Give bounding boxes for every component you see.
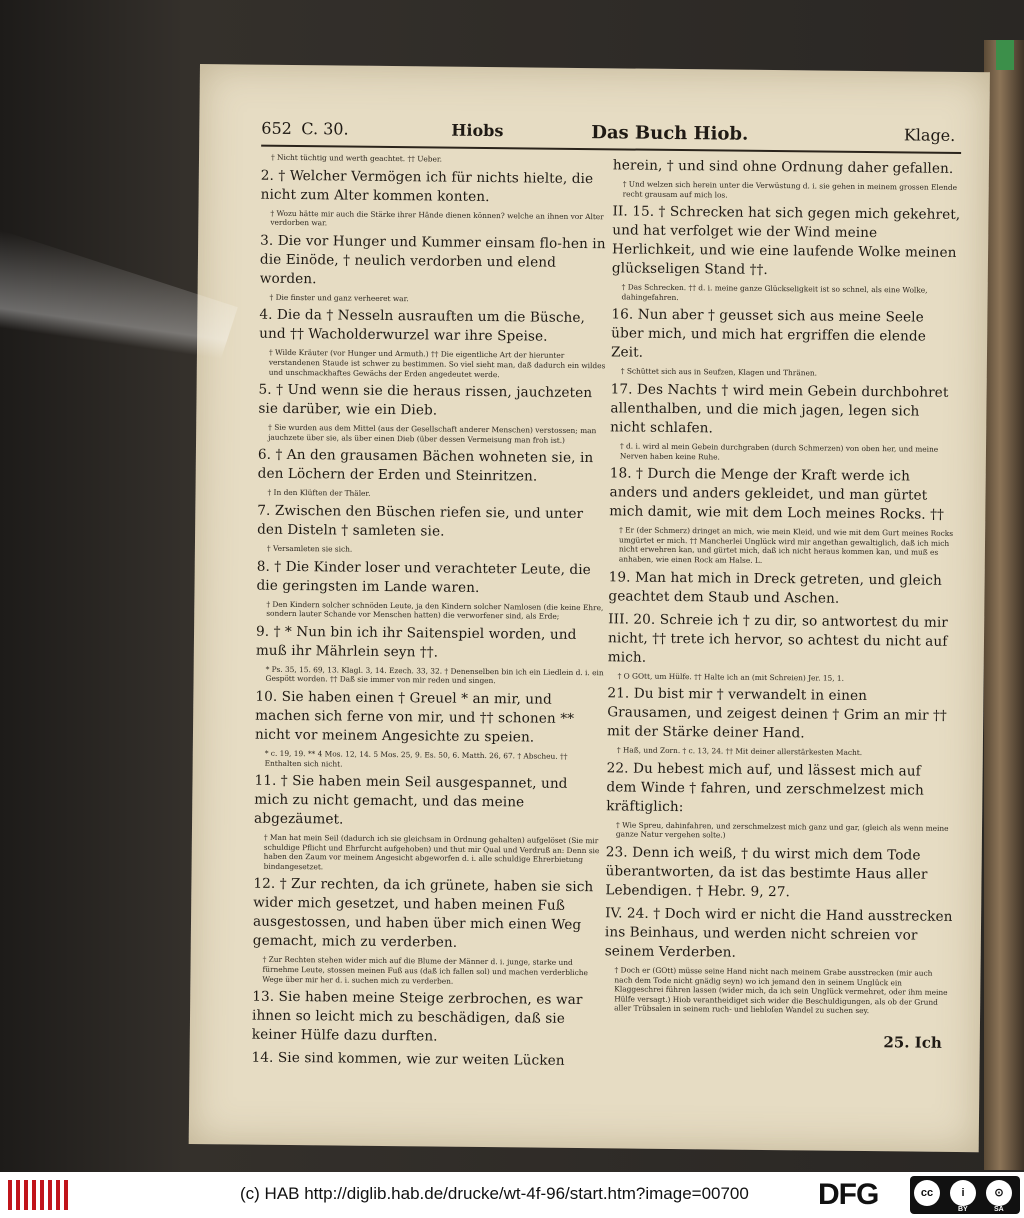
verse-paragraph: II. 15. † Schrecken hat sich gegen mich gekehret, und hat verfolget wie der Wind meine Herlichkeit, und wie eine laufende Wolke meinen glückseligen Stand ††.	[611, 203, 961, 279]
left-text-column	[251, 153, 609, 1076]
catchword: 25. Ich	[883, 1033, 942, 1052]
hab-logo-icon	[8, 1180, 68, 1210]
footnote: † Doch er (GOtt) müsse seine Hand nicht nach meinem Grabe ausstrecken (mir auch nach dem Tode nicht gnädig seyn) wo ich jemand den in seinem Unglück ein Klaggeschrei führen lassen (wider mich, da ich sein Unglück vermehret, oder ihm meine Hülfe versagt.) Hiob verantheidiget sich wider die Beschuldigungen, als ob der Grund aller Trübsalen in seinem ruch- und liebloſen Wandel zu suchen sey.	[614, 965, 948, 1016]
footnote: * Ps. 35, 15. 69, 13. Klagl. 3, 14. Ezech. 33, 32. † Denenselben bin ich ein Liedlein d. i. ein Gespött worden. †† Daß sie immer von mir reden und singen.	[265, 664, 604, 686]
verse-paragraph: III. 20. Schreie ich † zu dir, so antwortest du mir nicht, †† trete ich hervor, so achtest du nicht auf mich.	[607, 610, 949, 666]
bookmark-ribbon	[996, 40, 1014, 70]
verse-paragraph: 12. † Zur rechten, da ich grünete, haben sie sich wider mich gesetzet, und haben meinen Fuß ausgestossen, und haben über mich einen Weg gemacht, mich zu verderben.	[252, 876, 594, 952]
verse-paragraph: 8. † Die Kinder loser und verachteter Leute, die die geringsten im Lande waren.	[256, 558, 591, 596]
footnote: † Und welzen sich herein unter die Verwüstung d. i. sie gehen in meinem grossen Elende recht grausam auf mich los.	[622, 179, 958, 200]
copyright-link[interactable]: (c) HAB http://diglib.hab.de/drucke/wt-4f-96/start.htm?image=00700	[240, 1184, 749, 1203]
right-text-column	[604, 156, 961, 1020]
footnote: † Er (der Schmerz) dringet an mich, wie mein Kleid, und wie mit dem Gurt meines Rocks umgürtet er mich. †† Mancherlei Unglück wird mir angethan gewaltiglich, daß ich mich nicht erwehren kan, und gürtet mich, daß ich nicht heraus kommen kan, und muß es anhaben, wie einen Rock am Halse. L.	[618, 525, 954, 565]
verse-paragraph: 22. Du hebest mich auf, und lässest mich auf dem Winde † fahren, und zerschmelzest mich kräftiglich:	[606, 760, 924, 815]
footnote: † Wie Spreu, dahinfahren, und zerschmelzest mich ganz und gar, (gleich als wenn meine ganze Natur vergehen solte.)	[615, 820, 949, 840]
cc-license-icon[interactable]	[910, 1176, 1020, 1214]
verse-paragraph: 17. Des Nachts † wird mein Gebein durchbohret allenthalben, und die mich jagen, legen sich nicht schlafen.	[610, 381, 949, 437]
verse-paragraph: 19. Man hat mich in Dreck getreten, und gleich geachtet dem Staub und Aschen.	[608, 568, 942, 607]
footnote: † Zur Rechten stehen wider mich auf die Blume der Männer d. i. junge, starke und fürnehme Leute, stossen meinen Fuß aus (daß ich fallen sol) und machen verderbliche Wege über mir her d. i. suchen mich zu verderben.	[262, 955, 589, 986]
header-book-title: Das Buch Hiob.	[591, 122, 749, 145]
running-header	[261, 117, 961, 154]
footnote: † O GOtt, um Hülfe. †† Halte ich an (mit Schreien) Jer. 15, 1.	[617, 670, 845, 683]
footnote: † Wozu hätte mir auch die Stärke ihrer Hände dienen können? welche an ihnen vor Alter verdorben war.	[270, 208, 604, 228]
book-spine	[984, 40, 1024, 1170]
footer-bar	[0, 1172, 1024, 1218]
by-label: BY	[958, 1206, 968, 1213]
sa-label: SA	[994, 1206, 1004, 1213]
verse-paragraph: 21. Du bist mir † verwandelt in einen Grausamen, und zeigest deinen † Grim an mir †† mit der Stärke deiner Hand.	[606, 685, 947, 742]
verse-paragraph: herein, † und sind ohne Ordnung daher gefallen.	[612, 157, 954, 177]
sa-icon: ⊙	[986, 1180, 1012, 1206]
footnote: † Schüttet sich aus in Seufzen, Klagen und Thränen.	[620, 366, 818, 378]
footnote: † Das Schrecken. †† d. i. meine ganze Glückseligkeit ist so schnel, als eine Wolke, dahingefahren.	[621, 282, 928, 302]
book-page	[189, 64, 990, 1152]
verse-paragraph: 10. Sie haben einen † Greuel * an mir, und machen sich ferne von mir, und †† schonen ** nicht vor meinem Angesichte zu speien.	[254, 688, 575, 746]
footnote: † In den Klüften der Thäler.	[267, 488, 371, 499]
verse-paragraph: 9. † * Nun bin ich ihr Saitenspiel worden, und muß ihr Mährlein seyn ††.	[255, 623, 577, 661]
verse-paragraph: 6. † An den grausamen Bächen wohneten sie, in den Löchern der Erden und Steinritzen.	[257, 446, 594, 485]
footnote: † Den Kindern solcher schnöden Leute, ja den Kindern solcher Namlosen (die keine Ehre, sondern lauter Schande vor Menschen hatten) die verworfener sind, als Erde;	[266, 599, 604, 621]
by-icon: i	[950, 1180, 976, 1206]
verse-paragraph: 4. Die da † Nesseln ausrauften um die Büsche, und †† Wacholderwurzel war ihre Speise.	[259, 307, 586, 346]
verse-paragraph: 11. † Sie haben mein Seil ausgespannet, und mich zu nicht gemacht, und das meine abgezäumet.	[254, 772, 568, 828]
chapter-marker: C. 30.	[301, 119, 349, 139]
verse-paragraph: 14. Sie sind kommen, wie zur weiten Lücken	[251, 1049, 565, 1070]
footnote: † Wilde Kräuter (vor Hunger und Armuth.) †† Die eigentliche Art der hierunter verstandenen Staude ist schwer zu bestimmen. So viel sieht man, daß dadurch ein wildes und unschmackhaftes Gewächs der Erden angedeutet werde.	[268, 348, 606, 379]
verse-paragraph: 13. Sie haben meine Steige zerbrochen, es war ihnen so leicht mich zu beschädigen, daß sie keiner Hülfe dazu durften.	[251, 988, 583, 1045]
verse-paragraph: 23. Denn ich weiß, † du wirst mich dem Tode überantworten, da ist das bestimte Haus aller Lebendigen. † Hebr. 9, 27.	[605, 844, 928, 901]
footnote: † Haß, und Zorn. † c. 13, 24. †† Mit deiner allerstärkesten Macht.	[616, 745, 863, 758]
header-right-title: Klage.	[903, 125, 956, 145]
verse-paragraph: 18. † Durch die Menge der Kraft werde ich anders und anders gekleidet, und man gürtet mich damit, wie mit dem Loch meines Rocks. ††	[609, 465, 945, 523]
footnote: † Man hat mein Seil (dadurch ich sie gleichsam in Ordnung gehalten) aufgelöset (Sie mir schuldige Pflicht und Ehrfurcht aufgehoben) und thut mir Qual und Verdruß an: Denn sie haben den Zaum vor meinem Angesicht abgeworfen d. i. alle schuldige Ehrerbietung bindangesetzet.	[263, 832, 600, 872]
footnote: † Nicht tüchtig und werth geachtet. †† Ueber.	[270, 152, 443, 164]
header-left-title: Hiobs	[451, 120, 504, 141]
verse-paragraph: 5. † Und wenn sie die heraus rissen, jauchzeten sie darüber, wie ein Dieb.	[258, 381, 593, 419]
verse-paragraph: 2. † Welcher Vermögen ich für nichts hielte, die nicht zum Alter kommen konten.	[260, 167, 594, 205]
footnote: † Versamleten sie sich.	[266, 543, 353, 554]
footnote: † d. i. wird al mein Gebein durchgraben (durch Schmerzen) von oben her, und meine Nerven haben keine Ruhe.	[619, 441, 939, 462]
verse-paragraph: 7. Zwischen den Büschen riefen sie, und unter den Disteln † samleten sie.	[257, 502, 584, 540]
footnote: * c. 19, 19. ** 4 Mos. 12, 14. 5 Mos. 25, 9. Es. 50, 6. Matth. 26, 67. † Abscheu. †† Enthalten sich nicht.	[264, 748, 568, 769]
verse-paragraph: IV. 24. † Doch wird er nicht die Hand ausstrecken ins Beinhaus, und werden nicht schreien vor seinem Verderben.	[604, 905, 953, 961]
page-number: 652	[261, 118, 292, 138]
verse-paragraph: 3. Die vor Hunger und Kummer einsam flo-hen in die Einöde, † neulich verdorben und elend worden.	[259, 232, 606, 288]
footnote: † Die finster und ganz verheeret war.	[269, 292, 409, 303]
dfg-logo: DFG	[818, 1178, 879, 1211]
cc-icon: cc	[914, 1180, 940, 1206]
verse-paragraph: 16. Nun aber † geusset sich aus meine Seele über mich, und mich hat ergriffen die elende Zeit.	[610, 306, 926, 362]
footnote: † Sie wurden aus dem Mittel (aus der Gesellschaft anderer Menschen) verstossen; man jauchzete über sie, als über einen Dieb (über dessen Vermeisung man froh ist.)	[268, 422, 597, 445]
